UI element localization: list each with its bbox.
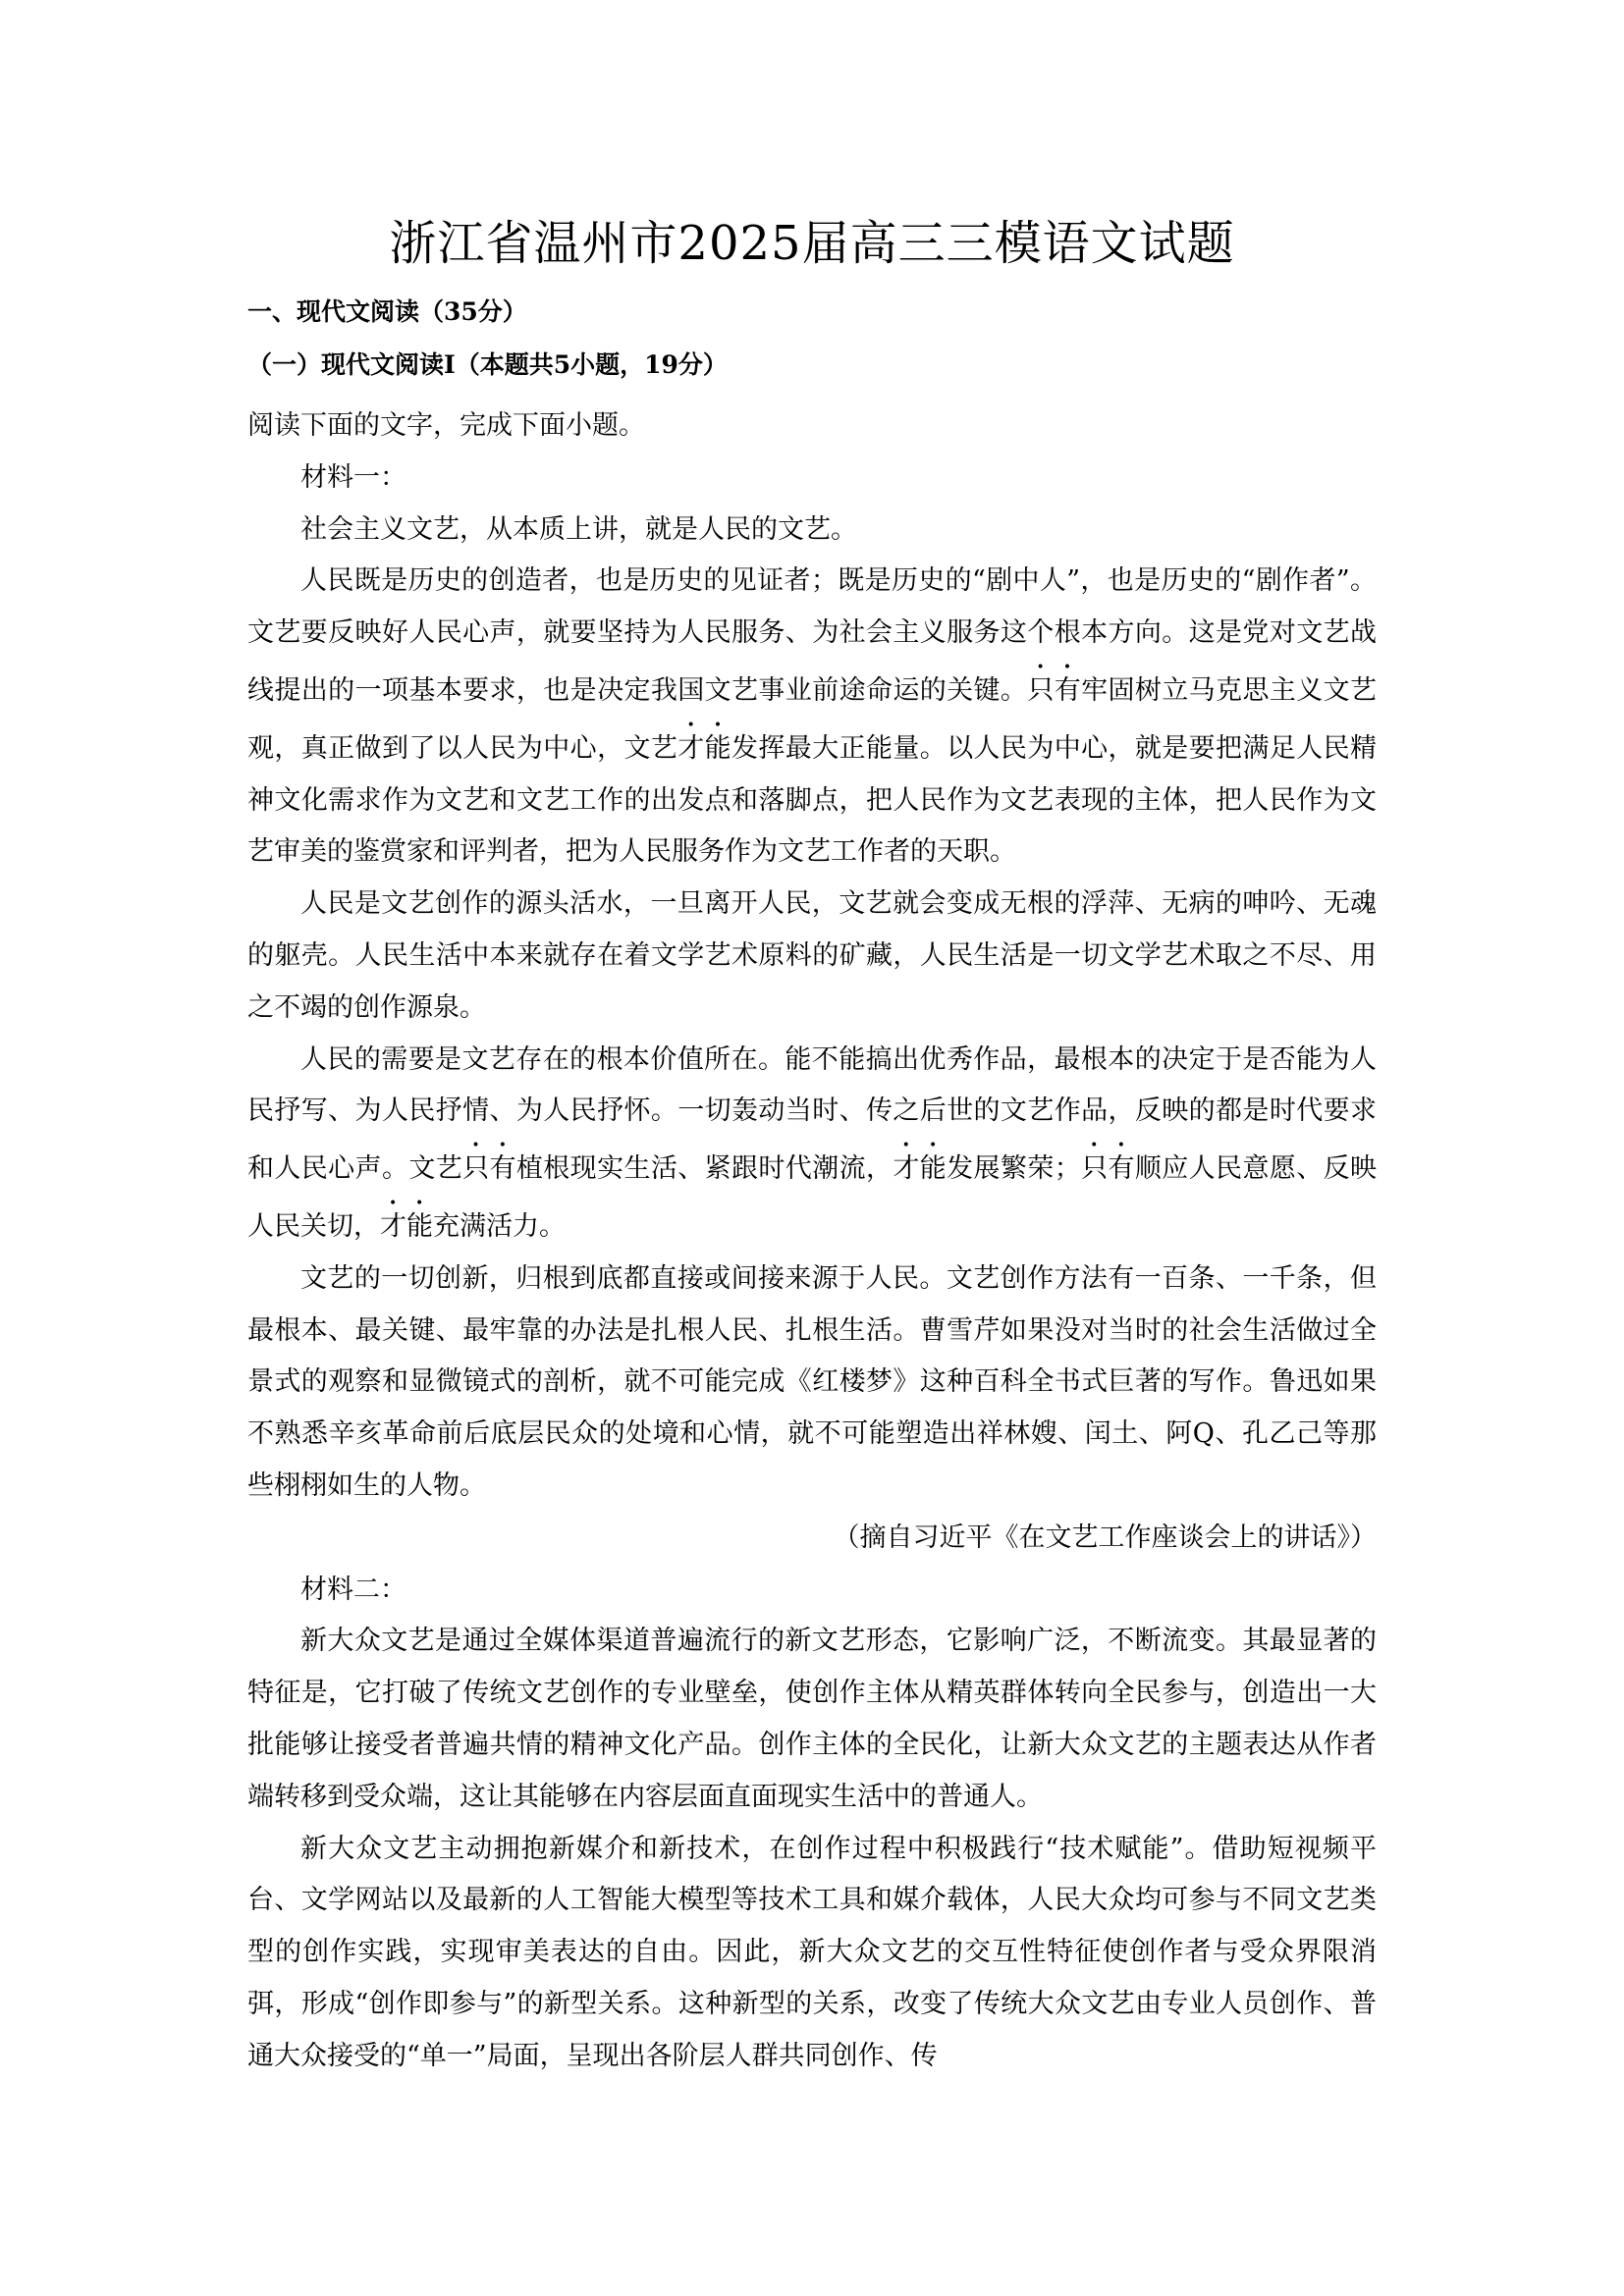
subsection-heading: （一）现代文阅读Ⅰ（本题共5小题，19分） bbox=[247, 350, 728, 379]
text-run: 发展繁荣； bbox=[947, 1153, 1081, 1185]
material2-label: 材料二： bbox=[300, 1574, 406, 1605]
material1-paragraph: 文艺的一切创新，归根到底都直接或间接来源于人民。文艺创作方法有一百条、一千条，但最根本、最关键、最牢靠的办法是扎根人民、扎根生活。曹雪芹如果没对当时的社会生活做过全景式的观察和显微镜式的剖析，就不可能完成《红楼梦》这种百科全书式巨著的写作。鲁迅如果不熟悉辛亥革命前后底层民众的处境和心情，就不可能塑造出祥林嫂、闰土、阿Q、孔乙己等那些栩栩如生的人物。 bbox=[247, 1262, 1377, 1501]
emphasis-text: 只有 bbox=[1080, 1153, 1135, 1185]
material1-paragraph: 人民是文艺创作的源头活水，一旦离开人民，文艺就会变成无根的浮萍、无病的呻吟、无魂的躯壳。人民生活中本来就存在着文学艺术原料的矿藏，人民生活是一切文学艺术取之不尽、用之不竭的创作源泉。 bbox=[247, 888, 1377, 1023]
text-run: 顺应人民意愿、反映人民关切， bbox=[247, 1153, 1378, 1242]
page-title: 浙江省温州市2025届高三三模语文试题 bbox=[389, 216, 1235, 271]
emphasis-text: 只有 bbox=[462, 1153, 516, 1185]
text-run: 充满活力。 bbox=[433, 1210, 566, 1242]
instruction: 阅读下面的文字，完成下面小题。 bbox=[247, 410, 645, 441]
section-heading: 一、现代文阅读（35分） bbox=[247, 297, 527, 326]
text-run: 人民的需要是文艺存在的根本价值所在。能不能搞出优秀作品，最根本的决定于是否能为人民抒写、为人民抒情、为人民抒怀。一切轰动当时、传之后世的文艺作品，反映的都是时代要求和人民心声。文艺 bbox=[247, 1043, 1377, 1185]
text-run: 植根现实生活、紧跟时代潮流， bbox=[515, 1153, 893, 1185]
text-run: 牢固树立马克思主义文艺观，真正做到了以人民为中心，文艺 bbox=[247, 674, 1378, 764]
emphasis-text: 只有 bbox=[1027, 674, 1082, 706]
material1-paragraph bbox=[247, 1035, 1377, 1254]
emphasis-text: 才能 bbox=[677, 732, 732, 764]
emphasis-text: 才能 bbox=[893, 1153, 947, 1185]
material1-paragraph bbox=[247, 556, 1377, 879]
passage bbox=[247, 400, 1377, 2083]
material1-paragraph: 社会主义文艺，从本质上讲，就是人民的文艺。 bbox=[300, 513, 857, 545]
material1-label: 材料一： bbox=[300, 461, 406, 493]
material2-paragraph: 新大众文艺是通过全媒体渠道普遍流行的新文艺形态，它影响广泛，不断流变。其最显著的特征是，它打破了传统文艺创作的专业壁垒，使创作主体从精英群体转向全民参与，创造出一大批能够让接受者普遍共情的精神文化产品。创作主体的全民化，让新大众文艺的主题表达从作者端转移到受众端，这让其能够在内容层面直面现实生活中的普通人。 bbox=[247, 1626, 1377, 1812]
text-run: 发挥最大正能量。以人民为中心，就是要把满足人民精神文化需求作为文艺和文艺工作的出发点和落脚点，把人民作为文艺表现的主体，把人民作为文艺审美的鉴赏家和评判者，把为人民服务作为文艺工作者的天职。 bbox=[247, 732, 1378, 868]
source-citation: （摘自习近平《在文艺工作座谈会上的讲话》） bbox=[833, 1522, 1377, 1553]
emphasis-text: 才能 bbox=[380, 1210, 433, 1242]
material2-paragraph: 新大众文艺主动拥抱新媒介和新技术，在创作过程中积极践行“技术赋能”。借助短视频平台、文学网站以及最新的人工智能大模型等技术工具和媒介载体，人民大众均可参与不同文艺类型的创作实践，实现审美表达的自由。因此，新大众文艺的交互性特征使创作者与受众界限消弭，形成“创作即参与”的新型关系。这种新型的关系，改变了传统大众文艺由专业人员创作、普通大众接受的“单一”局面，呈现出各阶层人群共同创作、传 bbox=[247, 1833, 1377, 2071]
text-run: 人民既是历史的创造者，也是历史的见证者；既是历史的“剧中人”，也是历史的“剧作者”。文艺要反映好人民心声，就要坚持为人民服务、为社会主义服务这个根本方向。这是党对文艺战线提出的一项基本要求，也是决定我国文艺事业前途命运的关键。 bbox=[247, 565, 1377, 706]
